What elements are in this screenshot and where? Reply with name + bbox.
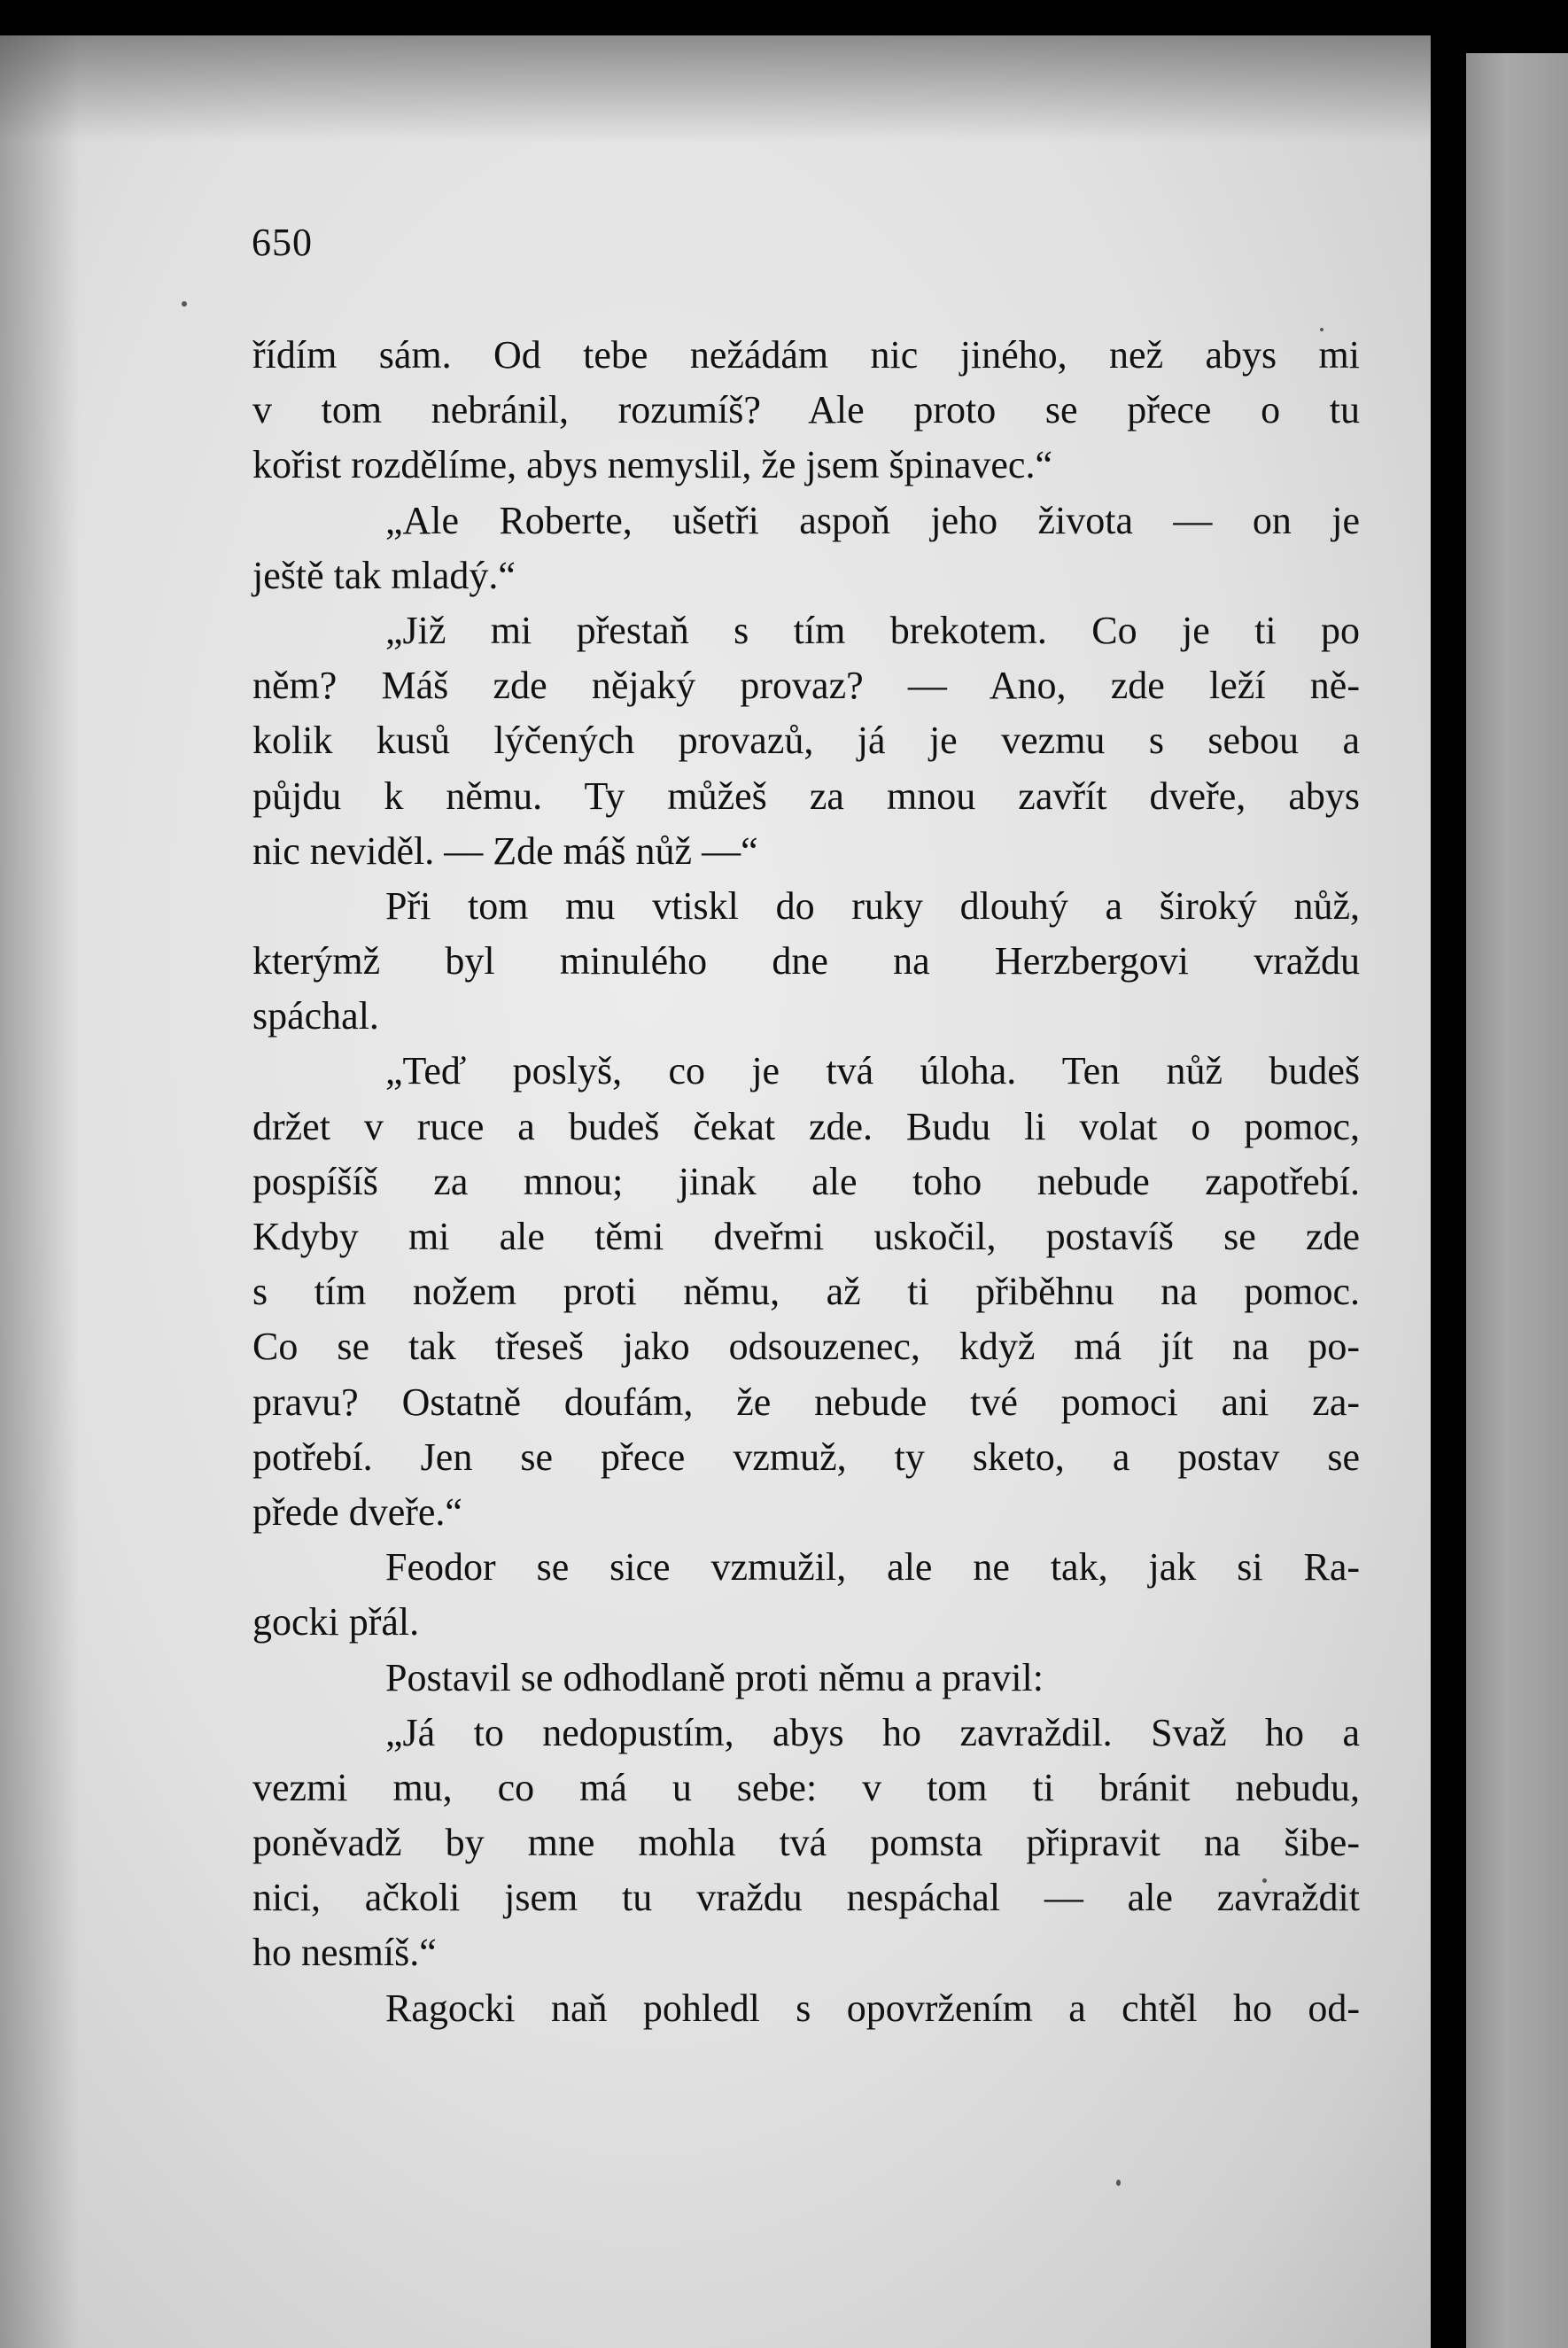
text-line: gocki přál. — [252, 1600, 420, 1644]
text-line: Kdyby mi ale těmi dveřmi uskočil, postavíš se zde — [252, 1215, 1360, 1258]
text-line: „Ale Roberte, ušetři aspoň jeho života — on je — [385, 498, 1360, 542]
text-line: kolik kusů lýčených provazů, já je vezmu s sebou a — [252, 719, 1360, 763]
text-line: kořist rozdělíme, abys nemyslil, že jsem špinavec.“ — [252, 443, 1052, 487]
text-line: Při tom mu vtiskl do ruky dlouhý a široký nůž, — [385, 883, 1360, 928]
text-line: poněvadž by mne mohla tvá pomsta připravit na šibe- — [252, 1821, 1360, 1865]
text-line: Postavil se odhodlaně proti němu a pravil: — [385, 1655, 1044, 1699]
text-line: držet v ruce a budeš čekat zde. Budu li volat o pomoc, — [252, 1104, 1360, 1148]
text-line: něm? Máš zde nějaký provaz? — Ano, zde leží ně- — [252, 664, 1360, 708]
page-number: 650 — [252, 221, 313, 264]
adjacent-page-edge — [1466, 53, 1568, 2348]
text-line: spáchal. — [252, 994, 379, 1038]
text-line: Ragocki naň pohledl s opovržením a chtěl ho od- — [385, 1986, 1360, 2030]
page-gutter-shadow — [0, 35, 80, 2348]
text-line: potřebí. Jen se přece vzmuž, ty sketo, a postav se — [252, 1434, 1360, 1479]
text-line: kterýmž byl minulého dne na Herzbergovi vraždu — [252, 939, 1360, 984]
text-line: ještě tak mladý.“ — [252, 553, 516, 597]
body-text — [252, 328, 1360, 2036]
text-line: „Já to nedopustím, abys ho zavraždil. Svaž ho a — [385, 1710, 1360, 1754]
text-line: nici, ačkoli jsem tu vraždu nespáchal — ale zavraždit — [252, 1876, 1360, 1920]
text-line: pravu? Ostatně doufám, že nebude tvé pomoci ani za- — [252, 1380, 1360, 1424]
paper-speck — [1116, 2180, 1121, 2186]
page-top-shadow — [0, 35, 1431, 142]
text-line: Feodor se sice vzmužil, ale ne tak, jak si Ra- — [385, 1545, 1360, 1590]
text-line: ho nesmíš.“ — [252, 1931, 437, 1975]
text-line: nic neviděl. — Zde máš nůž —“ — [252, 828, 758, 873]
text-line: řídím sám. Od tebe nežádám nic jiného, než abys mi — [252, 333, 1360, 377]
text-line: Co se tak třeseš jako odsouzenec, když má jít na po- — [252, 1325, 1360, 1369]
paper-speck — [182, 301, 187, 307]
text-line: „Již mi přestaň s tím brekotem. Co je ti po — [385, 608, 1360, 652]
text-line: vezmi mu, co má u sebe: v tom ti bránit nebudu, — [252, 1765, 1360, 1809]
text-line: přede dveře.“ — [252, 1489, 462, 1534]
text-line: pospíšíš za mnou; jinak ale toho nebude zapotřebí. — [252, 1159, 1360, 1203]
text-line: půjdu k němu. Ty můžeš za mnou zavřít dveře, abys — [252, 774, 1360, 818]
text-line: s tím nožem proti němu, až ti přiběhnu na pomoc. — [252, 1270, 1360, 1314]
text-line: v tom nebránil, rozumíš? Ale proto se přece o tu — [252, 388, 1360, 432]
book-page — [0, 35, 1431, 2348]
text-line: „Teď poslyš, co je tvá úloha. Ten nůž budeš — [385, 1049, 1360, 1093]
